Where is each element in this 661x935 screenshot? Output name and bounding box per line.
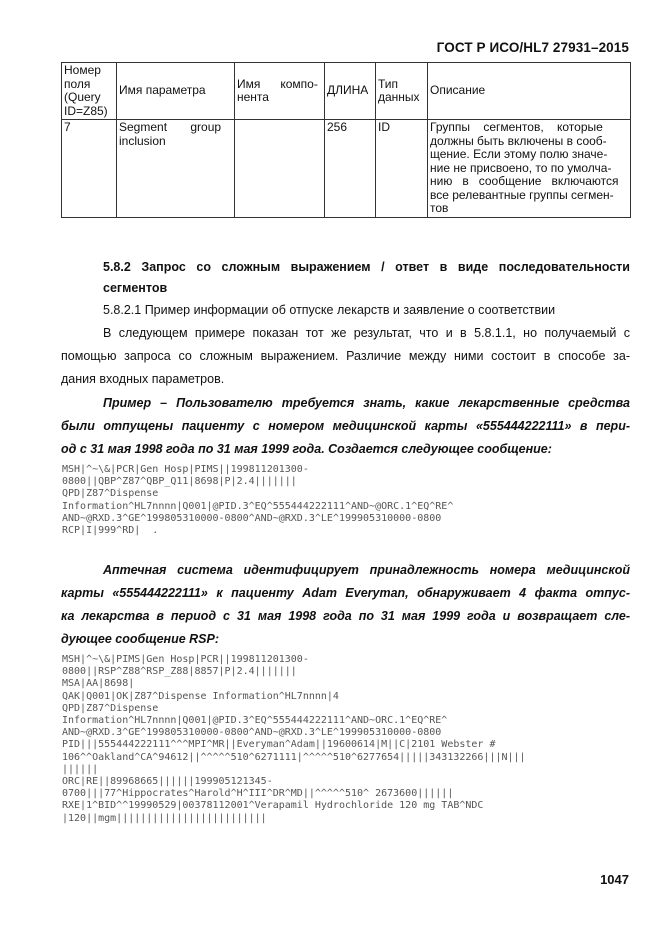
header-line: Имя компо- (237, 76, 318, 91)
code-line: AND~@RXD.3^GE^199805310000-0800^AND~@RXD.3^LE^199905310000-0800 (62, 512, 442, 524)
table-header-row (62, 63, 631, 120)
header-data-type (376, 63, 428, 120)
code-line: |||||| (62, 763, 99, 775)
cell-field-number: 7 (62, 120, 117, 218)
header-line: (Query (64, 90, 101, 104)
code-line: Information^HL7nnnn|Q001|@PID.3^EQ^555444222111^AND~@ORC.1^EQ^RE^ (62, 500, 454, 512)
code-line: QPD|Z87^Dispense (62, 702, 159, 714)
code-line: MSH|^~\&|PIMS|Gen Hosp|PCR||199811201300- (62, 654, 309, 665)
header-line: Номер (64, 63, 101, 77)
cell-line: щение. Если этому полю значе- (430, 147, 608, 161)
code-line: 0700|||77^Hippocrates^Harold^H^III^DR^MD||^^^^^510^ 2673600|||||| (62, 788, 454, 800)
paragraph-line: дующее сообщение RSP: (61, 632, 220, 646)
code-line: QPD|Z87^Dispense (62, 488, 159, 500)
paragraph-line: дания входных параметров. (61, 372, 225, 386)
cell-component-name (235, 120, 325, 218)
section-title-line: 5.8.2 Запрос со сложным выражением / ответ в виде последовательности (103, 260, 630, 274)
cell-line: нию в сообщение включаются (430, 174, 619, 188)
cell-line: inclusion (119, 133, 166, 148)
paragraph-line: Аптечная система идентифицирует принадлежность номера медицинской (103, 563, 630, 577)
code-line: RXE|1^BID^^19990529|00378112001^Verapamil Hydrochloride 120 mg TAB^NDC (62, 800, 484, 812)
header-field-number (62, 63, 117, 120)
code-line: AND~@RXD.3^GE^199805310000-0800^AND~@RXD.3^LE^199905310000-0800 (62, 727, 442, 739)
intro-paragraph (61, 322, 630, 391)
cell-data-type: ID (376, 120, 428, 218)
code-line: MSA|AA|8698| (62, 678, 135, 690)
cell-line: должны быть включены в сооб- (430, 133, 607, 148)
paragraph-line: ка лекарства в период с 31 мая 1998 года по 31 мая 1999 года и возвращает сле- (61, 609, 630, 623)
cell-line: Segment group (119, 120, 222, 134)
example-query-paragraph (61, 392, 630, 461)
paragraph-line: карты «555444222111» к пациенту Adam Everyman, обнаруживает 4 факта отпус- (61, 586, 630, 600)
code-line: RCP|I|999^RD| . (62, 525, 159, 537)
header-length: ДЛИНА (325, 63, 376, 120)
paragraph-line: од с 31 мая 1998 года по 31 мая 1999 года. Создается следующее сообщение: (61, 442, 552, 456)
subsection-heading: 5.8.2.1 Пример информации об отпуске лекарств и заявление о соответствии (103, 303, 556, 317)
cell-length: 256 (325, 120, 376, 218)
header-line: Тип (378, 76, 399, 91)
header-line: нента (237, 90, 269, 104)
code-line: |120||mgm||||||||||||||||||||||||| (62, 812, 267, 824)
code-line: 0800||QBP^Z87^QBP_Q11|8698|P|2.4||||||| (62, 476, 297, 488)
header-line: поля (64, 76, 91, 91)
header-line: данных (378, 90, 420, 104)
section-title (103, 257, 630, 299)
document-header: ГОСТ Р ИСО/HL7 27931–2015 (436, 40, 629, 55)
example-response-paragraph (61, 559, 630, 651)
code-line: QAK|Q001|OK|Z87^Dispense Information^HL7nnnn|4 (62, 690, 339, 702)
header-description: Описание (428, 63, 631, 120)
cell-line: тов (430, 201, 449, 215)
code-line: Information^HL7nnnn|Q001|@PID.3^EQ^555444222111^AND~ORC.1^EQ^RE^ (62, 715, 448, 727)
cell-description (428, 120, 631, 218)
response-message-code (62, 654, 526, 825)
header-component-name (235, 63, 325, 120)
query-message-code (62, 464, 453, 537)
parameters-table (61, 62, 631, 218)
code-line: MSH|^~\&|PCR|Gen Hosp|PIMS||199811201300- (62, 464, 309, 475)
code-line: 0800||RSP^Z88^RSP_Z88|8857|P|2.4||||||| (62, 666, 297, 678)
cell-line: Группы сегментов, которые (430, 120, 603, 134)
header-parameter-name: Имя параметра (117, 63, 235, 120)
cell-line: ние не присвоено, то по умолча- (430, 160, 612, 175)
paragraph-line: были отпущены пациенту с номером медицинской карты «555444222111» в пери- (61, 419, 630, 433)
code-line: ORC|RE||89968665||||||199905121345- (62, 776, 273, 788)
code-line: PID|||555444222111^^^MPI^MR||Everyman^Adam||19600614|M||C|2101 Webster # (62, 739, 496, 751)
code-line: 106^^Oakland^CA^94612||^^^^^510^6271111|^^^^^510^6277654|||||343132266|||N||| (62, 751, 526, 763)
cell-parameter-name (117, 120, 235, 218)
table-row (62, 120, 631, 218)
section-title-line: сегментов (103, 281, 168, 295)
paragraph-line: помощью запроса со сложным выражением. Различие между ними состоит в способе за- (61, 349, 630, 363)
paragraph-line: Пример – Пользователю требуется знать, какие лекарственные средства (103, 396, 630, 410)
page-number: 1047 (600, 872, 629, 887)
header-line: ID=Z85) (64, 103, 108, 118)
cell-line: все релевантные группы сегмен- (430, 187, 614, 202)
paragraph-line: В следующем примере показан тот же результат, что и в 5.8.1.1, но получаемый с (103, 326, 630, 340)
